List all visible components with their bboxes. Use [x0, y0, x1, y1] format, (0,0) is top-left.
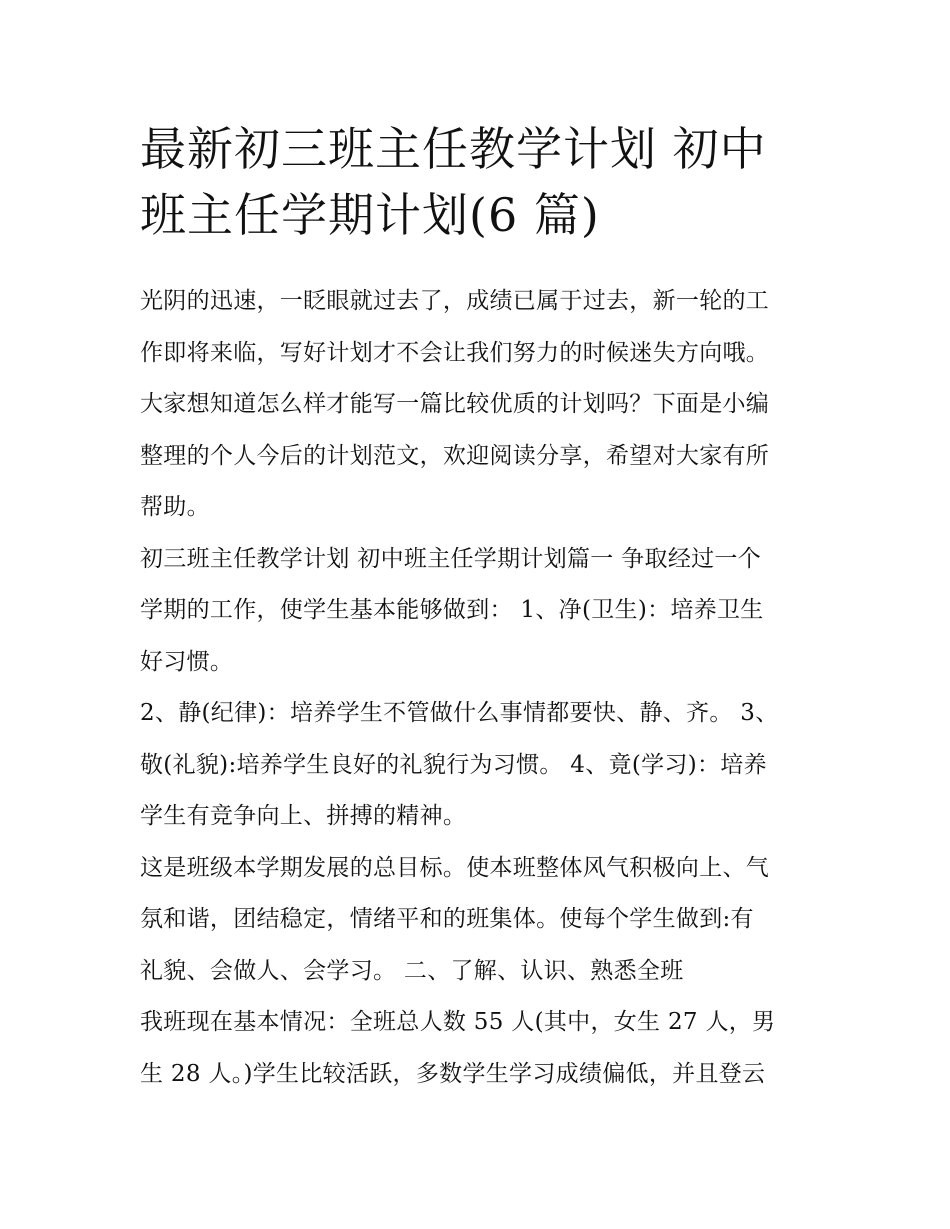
document-title: [140, 116, 820, 248]
body-line: 2、静(纪律)：培养学生不管做什么事情都要快、静、齐。 3、: [140, 700, 779, 726]
body-line: 敬(礼貌):培养学生良好的礼貌行为习惯。 4、竟(学习)：培养: [140, 751, 767, 778]
body-line: 好习惯。: [140, 648, 234, 675]
body-line: 学期的工作，使学生基本能够做到： 1、净(卫生)：培养卫生: [140, 597, 764, 623]
body-line: 大家想知道怎么样才能写一篇比较优质的计划吗？下面是小编: [140, 391, 770, 417]
title-line-1: 最新初三班主任教学计划 初中: [140, 122, 767, 176]
document-body: [140, 276, 812, 1100]
body-line: 礼貌、会做人、会学习。 二、了解、认识、熟悉全班: [140, 957, 684, 984]
title-line-2: 班主任学期计划(6 篇): [140, 188, 600, 242]
body-line: 这是班级本学期发展的总目标。使本班整体风气积极向上、气: [140, 854, 770, 881]
body-line: 初三班主任教学计划 初中班主任学期计划篇一 争取经过一个: [140, 545, 762, 572]
body-line: 整理的个人今后的计划范文，欢迎阅读分享，希望对大家有所: [140, 442, 770, 469]
body-line: 光阴的迅速，一眨眼就过去了，成绩已属于过去，新一轮的工: [140, 288, 770, 314]
body-line: 作即将来临，写好计划才不会让我们努力的时候迷失方向哦。: [140, 339, 770, 366]
body-line: 生 28 人。)学生比较活跃，多数学生学习成绩偏低，并且登云: [140, 1060, 766, 1087]
body-line: 帮助。: [140, 494, 210, 520]
body-line: 学生有竞争向上、拼搏的精神。: [140, 803, 467, 829]
body-line: 氛和谐，团结稳定，情绪平和的班集体。使每个学生做到:有: [140, 906, 754, 932]
body-line: 我班现在基本情况：全班总人数 55 人(其中，女生 27 人，男: [140, 1009, 776, 1035]
